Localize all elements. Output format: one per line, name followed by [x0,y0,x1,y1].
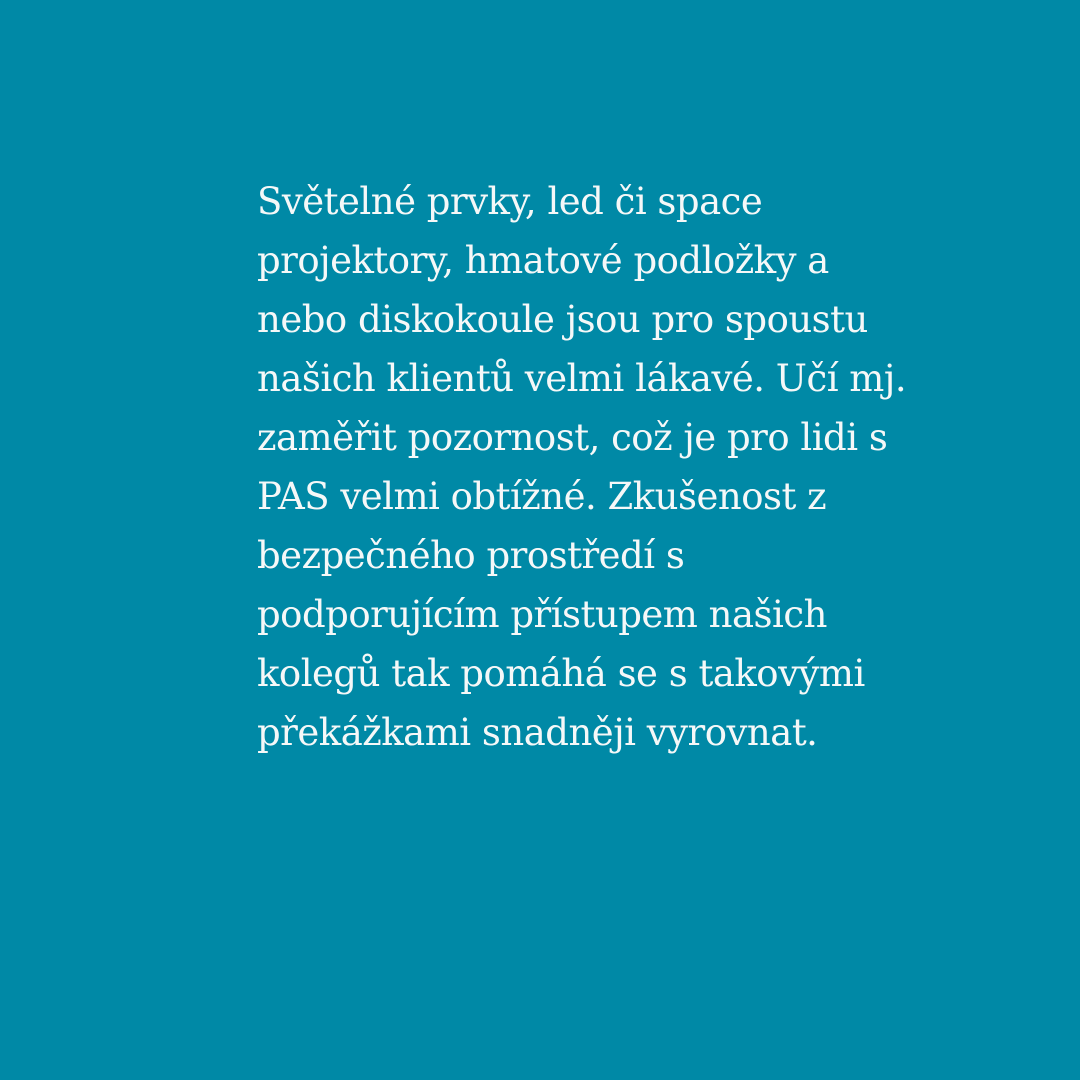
paragraph-line: nebo diskokoule jsou pro spoustu [257,298,868,341]
paragraph-line: překážkami snadněji vyrovnat. [257,711,818,754]
paragraph-line: našich klientů velmi lákavé. Učí mj. [257,357,907,400]
paragraph-line: PAS velmi obtížné. Zkušenost z [257,475,827,518]
paragraph-line: podporujícím přístupem našich [257,593,827,636]
paragraph-line: bezpečného prostředí s [257,534,685,577]
paragraph-line: kolegů tak pomáhá se s takovými [257,652,865,695]
paragraph-line: zaměřit pozornost, což je pro lidi s [257,416,888,459]
paragraph-text [257,172,977,762]
paragraph-line: projektory, hmatové podložky a [257,239,829,282]
paragraph-line: Světelné prvky, led či space [257,180,763,223]
